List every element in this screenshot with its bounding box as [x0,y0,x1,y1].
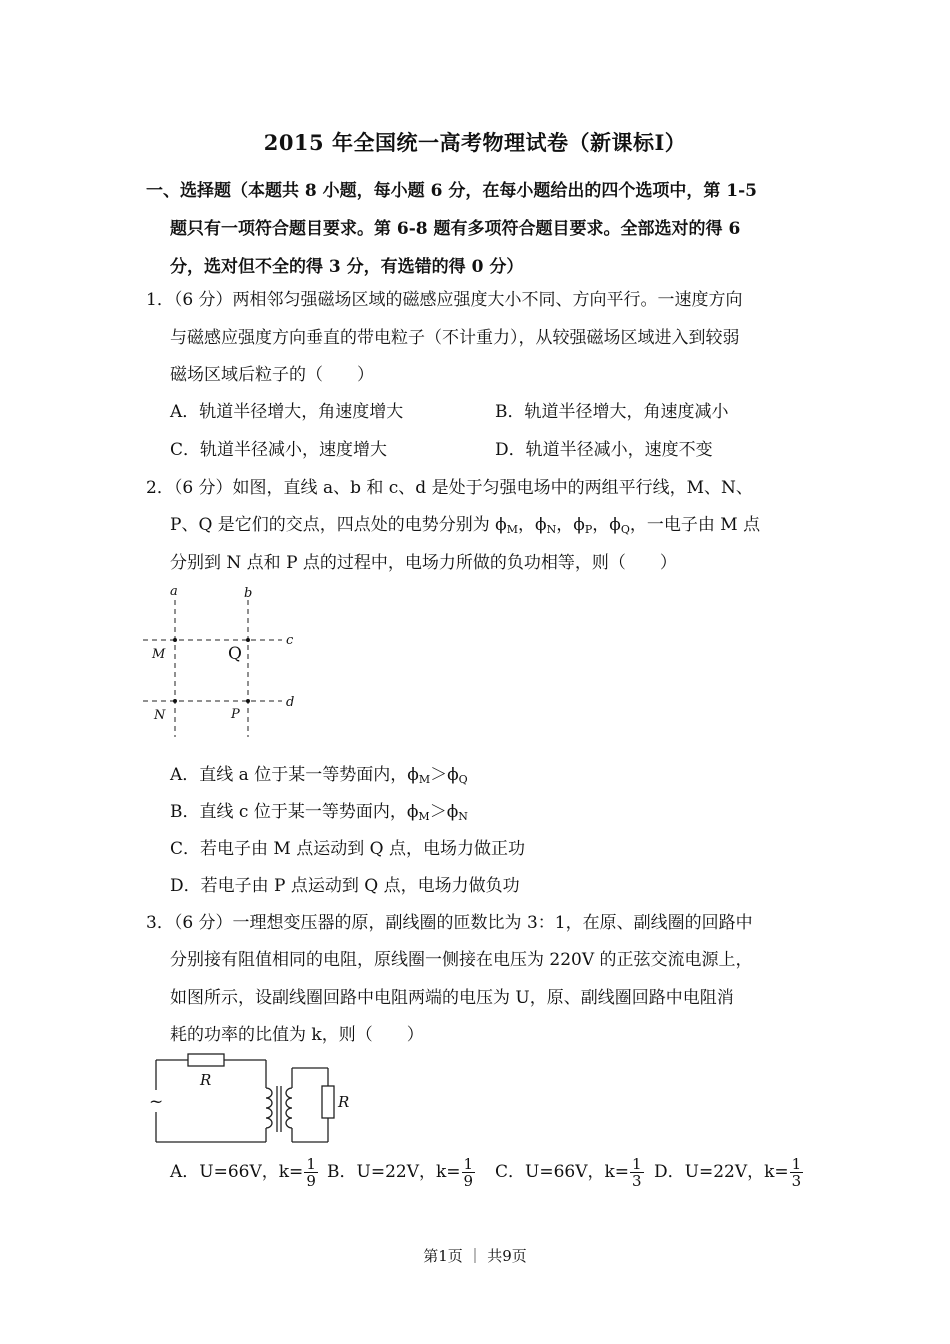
fig-label-a: a [170,584,178,599]
q2-line-3: 分别到 N 点和 P 点的过程中，电场力所做的负功相等，则（ ） [170,553,677,573]
q1-line-1: 1．（6 分）两相邻匀强磁场区域的磁感应强度大小不同、方向平行。一速度方向 [146,290,743,310]
q2-line-2-text: P、Q 是它们的交点，四点处的电势分别为 ϕ [170,515,507,535]
q3-line-1: 3．（6 分）一理想变压器的原，副线圈的匝数比为 3：1，在原、副线圈的回路中 [146,913,753,933]
q2-option-a: A．直线 a 位于某一等势面内，$\phi_M>\phi_Q$ [170,765,468,786]
fig-label-r2: R [338,1093,350,1111]
q3-circuit-figure [140,1050,360,1150]
q3-option-c: C．U=66V，k= $\frac{1}{3}$ [495,1155,642,1190]
q3-line-4: 耗的功率的比值为 k，则（ ） [170,1025,424,1045]
q3-line-3: 如图所示，设副线圈回路中电阻两端的电压为 U，原、副线圈回路中电阻消 [170,988,734,1008]
q2-option-c: C．若电子由 M 点运动到 Q 点，电场力做正功 [170,839,525,859]
fraction: $\frac{1}{3}$ [632,1155,642,1190]
q3-option-b: B．U=22V，k= $\frac{1}{9}$ [327,1155,474,1190]
resistor-primary [188,1054,224,1066]
q2-line-2: P、Q 是它们的交点，四点处的电势分别为 $\phi_M$，$\phi_N$，$\phi_P$，$\phi_Q$，一电子由 M 点 [170,515,761,536]
fig-label-q: Q [228,644,242,664]
q2-option-b: B．直线 c 位于某一等势面内，$\phi_M>\phi_N$ [170,802,468,823]
q1-line-2: 与磁感应强度方向垂直的带电粒子（不计重力），从较强磁场区域进入到较弱 [170,328,740,348]
q2-line-1: 2．（6 分）如图，直线 a、b 和 c、d 是处于匀强电场中的两组平行线，M、N、 [146,478,753,498]
sub-q: Q [620,523,630,536]
fig-label-n: N [154,708,166,723]
primary-coil [266,1088,272,1128]
q2-option-d: D．若电子由 P 点运动到 Q 点，电场力做负功 [170,876,520,896]
q2-figure [140,582,310,742]
fig-label-m: M [152,647,166,662]
q1-option-d: D．轨道半径减小，速度不变 [495,440,713,460]
fig-label-p: P [231,707,240,722]
fig-label-c: c [286,633,294,648]
q3-option-d: D．U=22V，k= $\frac{1}{3}$ [654,1155,802,1190]
q1-option-b: B．轨道半径增大，角速度减小 [495,402,729,422]
section-line-3: 分，选对但不全的得 3 分，有选错的得 0 分） [170,257,524,277]
fig-label-b: b [244,586,253,601]
page-footer: 第1页 ｜ 共9页 [423,1247,527,1265]
ac-source-icon: ~ [149,1092,164,1112]
section-heading [146,172,826,286]
q1-option-a: A．轨道半径增大，角速度增大 [170,402,404,422]
resistor-secondary [322,1086,334,1118]
q1-option-c: C．轨道半径减小，速度增大 [170,440,388,460]
sub-n: N [546,523,557,536]
page-title: 2015 年全国统一高考物理试卷（新课标Ⅰ） [263,130,687,155]
fig-label-r1: R [200,1071,212,1089]
section-line-2: 题只有一项符合题目要求。第 6-8 题有多项符合题目要求。全部选对的得 6 [170,219,741,239]
fraction: $\frac{1}{9}$ [306,1155,316,1190]
secondary-coil [286,1088,292,1128]
q1-line-3: 磁场区域后粒子的（ ） [170,365,374,385]
sub-p: P [584,523,593,536]
q3-line-2: 分别接有阻值相同的电阻，原线圈一侧接在电压为 220V 的正弦交流电源上， [170,950,753,970]
q2-line-2-end: ，一电子由 M 点 [629,515,761,535]
fig-label-d: d [286,695,295,710]
section-line-1: 一、选择题（本题共 8 小题，每小题 6 分，在每小题给出的四个选项中，第 1-5 [146,181,757,201]
fraction: $\frac{1}{9}$ [463,1155,474,1190]
fraction: $\frac{1}{3}$ [791,1155,802,1190]
sub-m: M [506,523,519,536]
q3-option-a: A．U=66V，k= $\frac{1}{9}$ [170,1155,316,1190]
